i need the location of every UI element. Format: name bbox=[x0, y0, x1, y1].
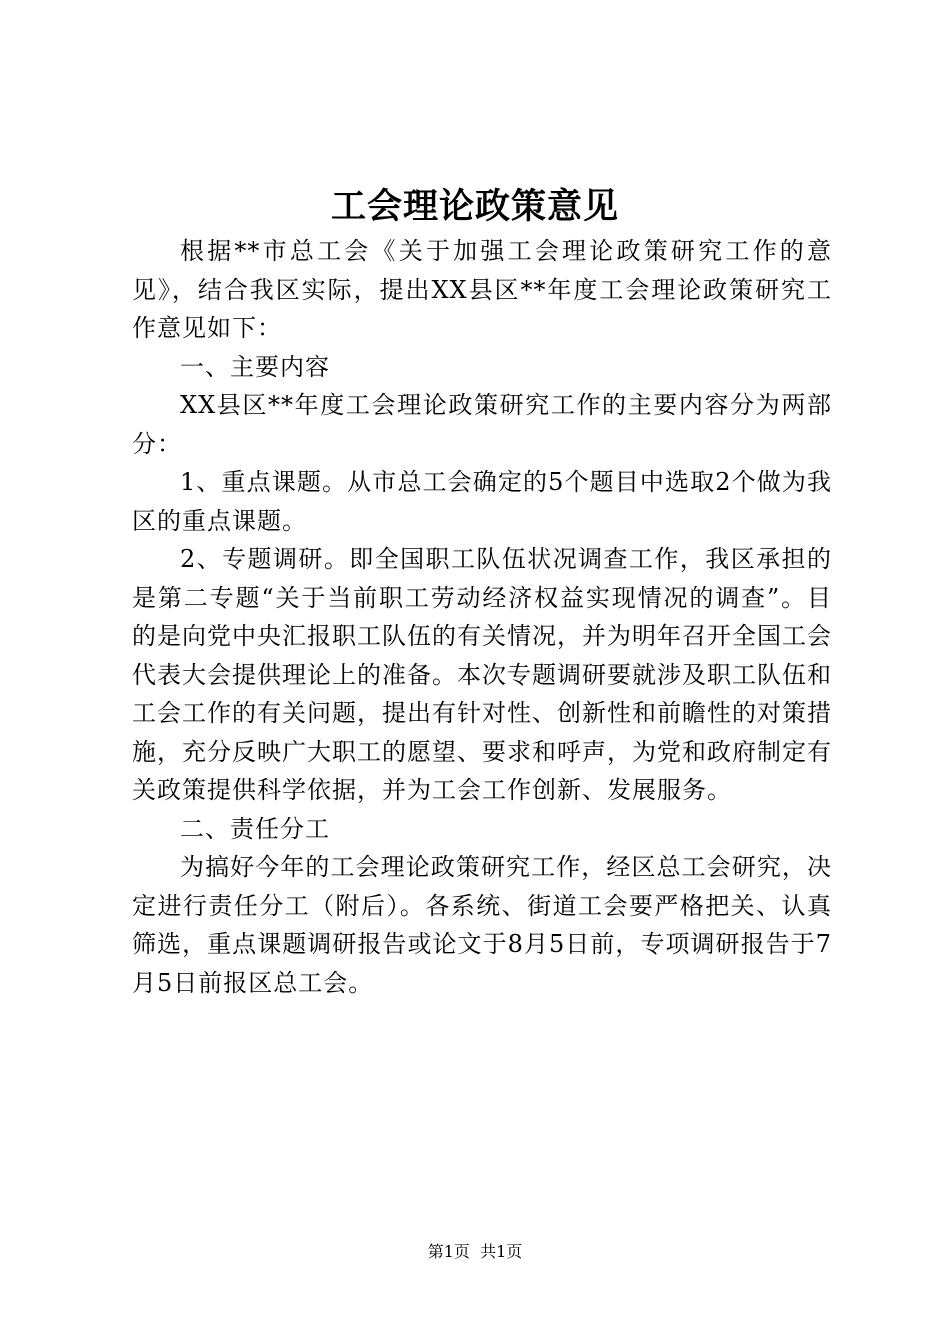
section-heading-responsibility: 二、责任分工 bbox=[180, 814, 330, 843]
document-title: 工会理论政策意见 bbox=[330, 186, 619, 227]
paragraph-special-research: 2、专题调研。即全国职工队伍状况调查工作，我区承担的是第二专题“关于当前职工劳动经济权益实现情况的调查”。目的是向党中央汇报职工队伍的有关情况，并为明年召开全国工会代表大会提供理论上的准备。本次专题调研要就涉及职工队伍和工会工作的有关问题，提出有针对性、创新性和前瞻性的对策措施，充分反映广大职工的愿望、要求和呼声，为党和政府制定有关政策提供科学依据，并为工会工作创新、发展服务。 bbox=[132, 545, 832, 804]
paragraph-responsibility: 为搞好今年的工会理论政策研究工作，经区总工会研究，决定进行责任分工（附后）。各系统、街道工会要严格把关、认真筛选，重点课题调研报告或论文于8月5日前，专项调研报告于7月5日前报区总工会。 bbox=[132, 853, 832, 997]
paragraph-intro: 根据**市总工会《关于加强工会理论政策研究工作的意见》，结合我区实际，提出XX县区**年度工会理论政策研究工作意见如下： bbox=[132, 237, 832, 342]
page-footer: 第1页 共1页 bbox=[427, 1242, 523, 1261]
paragraph-key-topics: 1、重点课题。从市总工会确定的5个题目中选取2个做为我区的重点课题。 bbox=[132, 468, 832, 535]
paragraph-main-content: XX县区**年度工会理论政策研究工作的主要内容分为两部分： bbox=[132, 391, 832, 458]
document-body bbox=[132, 232, 832, 1002]
section-heading-main-content: 一、主要内容 bbox=[180, 352, 330, 381]
